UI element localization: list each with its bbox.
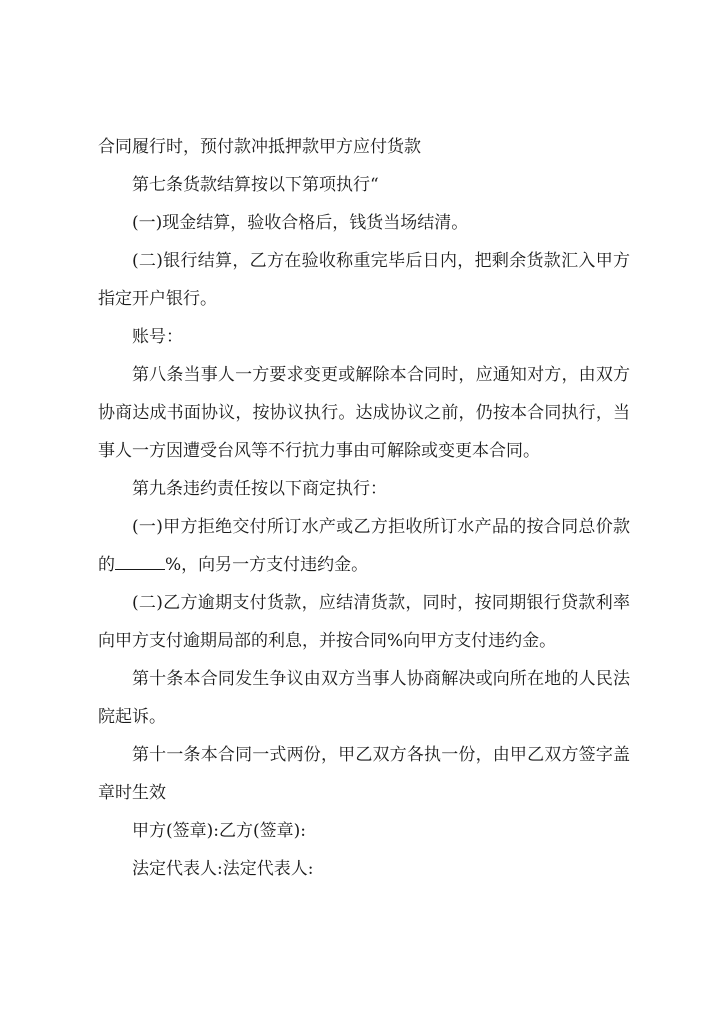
paragraph-late-payment: (二)乙方逾期支付货款，应结清货款，同时，按同期银行贷款利率向甲方支付逾期局部的利息，并按合同%向甲方支付违约金。 <box>98 593 630 651</box>
paragraph-article-10: 第十条本合同发生争议由双方当事人协商解决或向所在地的人民法院起诉。 <box>98 669 630 727</box>
document-body <box>98 128 630 888</box>
paragraph-article-7: 第七条货款结算按以下第项执行“ <box>132 175 379 195</box>
signature-line-parties: 甲方(签章):乙方(签章): <box>132 821 306 841</box>
paragraph-breach-refusal <box>98 508 630 584</box>
paragraph-account-number: 账号： <box>132 327 183 347</box>
percentage-blank <box>115 553 165 570</box>
breach-refusal-text-before: (一)甲方拒绝交付所订水产或乙方拒收所订水产品的按合同总价款的 <box>98 517 630 575</box>
signature-line-representatives: 法定代表人:法定代表人: <box>132 859 314 879</box>
paragraph-article-11: 第十一条本合同一式两份，甲乙双方各执一份，由甲乙双方签字盖章时生效 <box>98 745 630 803</box>
paragraph-cash-settlement: (一)现金结算，验收合格后，钱货当场结清。 <box>132 213 469 233</box>
paragraph-prepayment: 合同履行时，预付款冲抵押款甲方应付货款 <box>98 137 421 157</box>
paragraph-article-8: 第八条当事人一方要求变更或解除本合同时，应通知对方，由双方协商达成书面协议，按协议执行。达成协议之前，仍按本合同执行，当事人一方因遭受台风等不行抗力事由可解除或变更本合同。 <box>98 365 630 461</box>
paragraph-bank-settlement: (二)银行结算，乙方在验收称重完毕后日内，把剩余货款汇入甲方指定开户银行。 <box>98 251 630 309</box>
paragraph-article-9: 第九条违约责任按以下商定执行： <box>132 479 387 499</box>
breach-refusal-text-after: %，向另一方支付违约金。 <box>165 555 369 575</box>
